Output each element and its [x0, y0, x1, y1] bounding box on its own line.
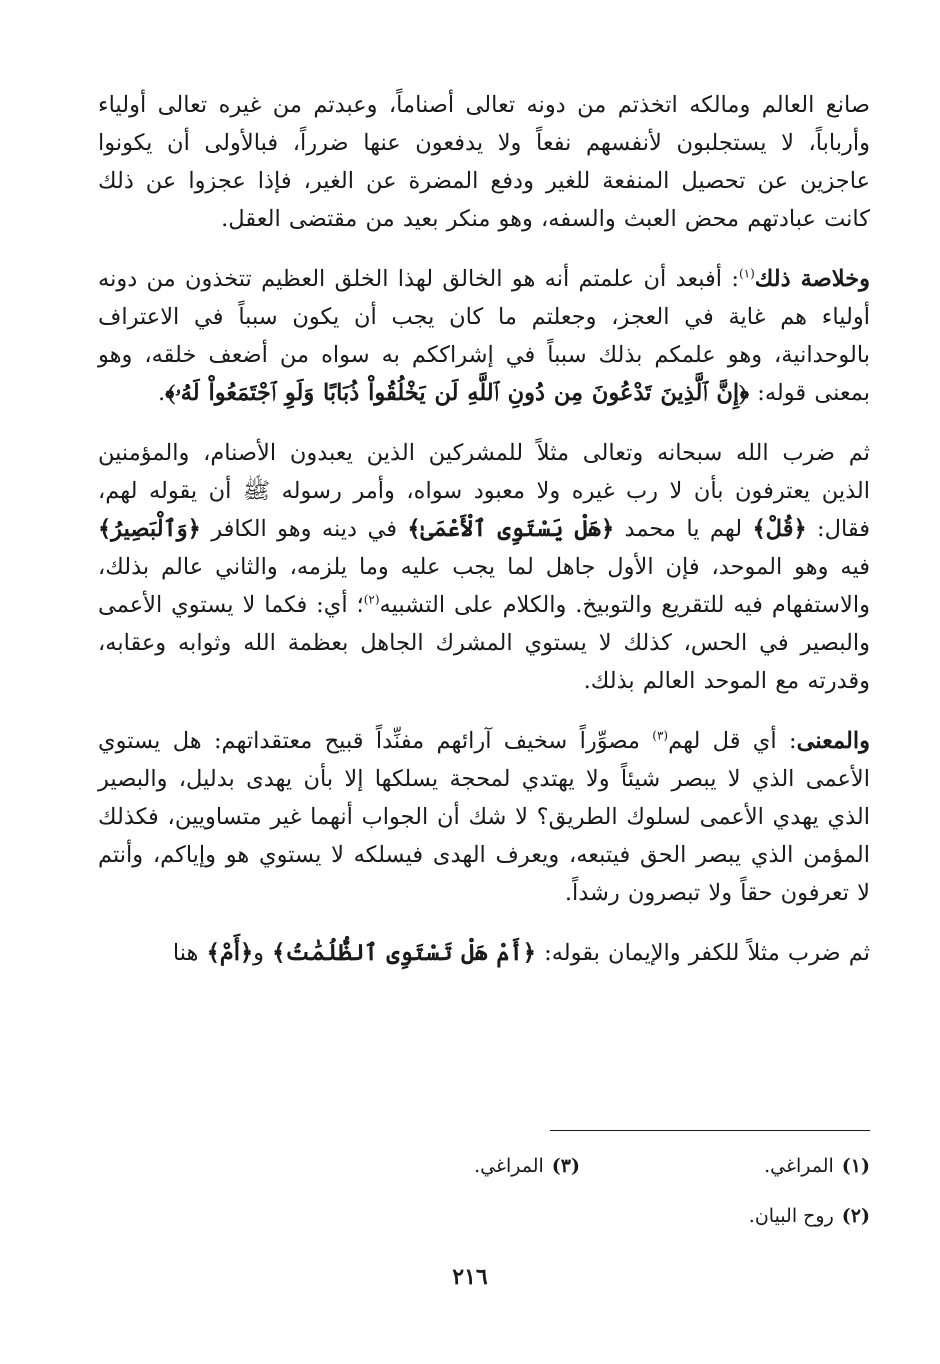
- footnote-text: المراغي.: [764, 1155, 834, 1177]
- footnote-text: المراغي.: [474, 1155, 544, 1177]
- paragraph-text: لهم يا محمد: [614, 516, 753, 542]
- footnote-text: روح البيان.: [748, 1205, 834, 1227]
- quran-verse: ﴿إِنَّ ٱلَّذِينَ تَدْعُونَ مِن دُونِ ٱللَّهِ لَن يَخْلُقُواْ ذُبَابًا وَلَوِ ٱجْتَمَعُواْ لَهُۥ﴾: [165, 380, 750, 406]
- paragraph-text: فيه وهو الموحد، فإن الأول جاهل لما يجب عليه وما يلزمه، والثاني عالم بذلك، والاستفهام فيه للتقريع والتوبيخ. والكلام على التشبيه: [98, 554, 870, 618]
- footnote-ref[interactable]: (٣): [652, 728, 669, 743]
- paragraph-2: [98, 260, 870, 412]
- paragraph-5: [98, 934, 870, 972]
- paragraph-text: ؛ أي: فكما لا يستوي الأعمى والبصير في الحس، كذلك لا يستوي المشرك الجاهل بعظمة الله وثوابه وعقابه، وقدرته مع الموحد العالم بذلك.: [98, 592, 870, 694]
- footnote-number: (٣): [551, 1155, 580, 1177]
- paragraph-text: ثم ضرب مثلاً للكفر والإيمان بقوله:: [535, 940, 870, 966]
- footnote-number: (٢): [841, 1205, 870, 1227]
- footnote-row: [230, 1202, 870, 1230]
- quran-verse: ﴿هَلْ يَسْتَوِى ٱلْأَعْمَىٰ﴾: [407, 516, 615, 542]
- footnote-ref[interactable]: (١): [738, 266, 755, 281]
- footnote-row: [230, 1152, 870, 1180]
- footnote-number: (١): [841, 1155, 870, 1177]
- paragraph-text: صانع العالم ومالكه اتخذتم من دونه تعالى أصناماً، وعبدتم من غيره تعالى أولياء وأرباباً، لا يستجلبون لأنفسهم نفعاً ولا يدفعون عنها ضرراً، فبالأولى أن يكونوا عاجزين عن تحصيل المنفعة للغير ودفع المضرة عن الغير، فإذا عجزوا عن ذلك كانت عبادتهم محض العبث والسفه، وهو منكر بعيد من مقتضى العقل.: [98, 92, 870, 232]
- paragraph-text: و: [253, 940, 273, 966]
- paragraph-text: ثم ضرب الله سبحانه وتعالى مثلاً للمشركين الذين يعبدون الأصنام، والمؤمنين الذين يعترفون بأن لا رب غيره ولا معبود سواه، وأمر رسوله ﷺ أن يقوله لهم، فقال:: [98, 440, 870, 542]
- paragraph-tail: .: [157, 380, 166, 406]
- page-body: [98, 86, 870, 994]
- footnote-item: [580, 1152, 870, 1180]
- paragraph-text: مصوِّراً سخيف آرائهم مفنِّداً قبيح معتقداتهم: هل يستوي الأعمى الذي لا يبصر شيئاً ولا يهتدي لمحجة يسلكها إلا بأن يهدى بدليل، والبصير الذي يهدي الأعمى لسلوك الطريق؟ لا شك أن الجواب أنهما غير متساويين، فكذلك المؤمن الذي يبصر الحق فيتبعه، ويعرف الهدى فيسلكه لا يستوي هو وإياكم، وأنتم لا تعرفون حقاً ولا تبصرون رشداً.: [98, 728, 870, 906]
- footnote-ref[interactable]: (٢): [363, 592, 380, 607]
- paragraph-lead: وخلاصة ذلك: [754, 266, 870, 292]
- paragraph-text: : أي قل لهم: [668, 728, 797, 754]
- footnotes: [230, 1152, 870, 1252]
- paragraph-lead: والمعنى: [796, 728, 870, 754]
- quran-verse: ﴿قُلْ﴾: [752, 516, 807, 542]
- footnote-item: [749, 1202, 870, 1230]
- paragraph-text: : أفبعد أن علمتم أنه هو الخالق لهذا الخلق العظيم تتخذون من دونه أولياء هم غاية في العجز، وجعلتم ما كان يجب أن يكون سبباً في الاعتراف بالوحدانية، وهو علمكم بذلك سبباً في إشراككم به سواه من أضعف خلقه، وهو بمعنى قوله:: [98, 266, 870, 406]
- quran-verse: ﴿وَٱلْبَصِيرُ﴾: [98, 516, 201, 542]
- footnote-divider: [550, 1130, 870, 1131]
- paragraph-1: [98, 86, 870, 238]
- paragraph-text: في دينه وهو الكافر: [200, 516, 408, 542]
- paragraph-4: [98, 722, 870, 912]
- paragraph-3: [98, 434, 870, 700]
- quran-verse: ﴿أَمْ﴾: [206, 940, 254, 966]
- page-number: ٢١٦: [452, 1264, 488, 1290]
- quran-verse: ﴿أَمْ هَلْ تَسْتَوِى ٱلظُّلُمَٰتُ﴾: [272, 940, 536, 966]
- paragraph-text: هنا: [172, 940, 207, 966]
- footnote-item: [474, 1152, 580, 1180]
